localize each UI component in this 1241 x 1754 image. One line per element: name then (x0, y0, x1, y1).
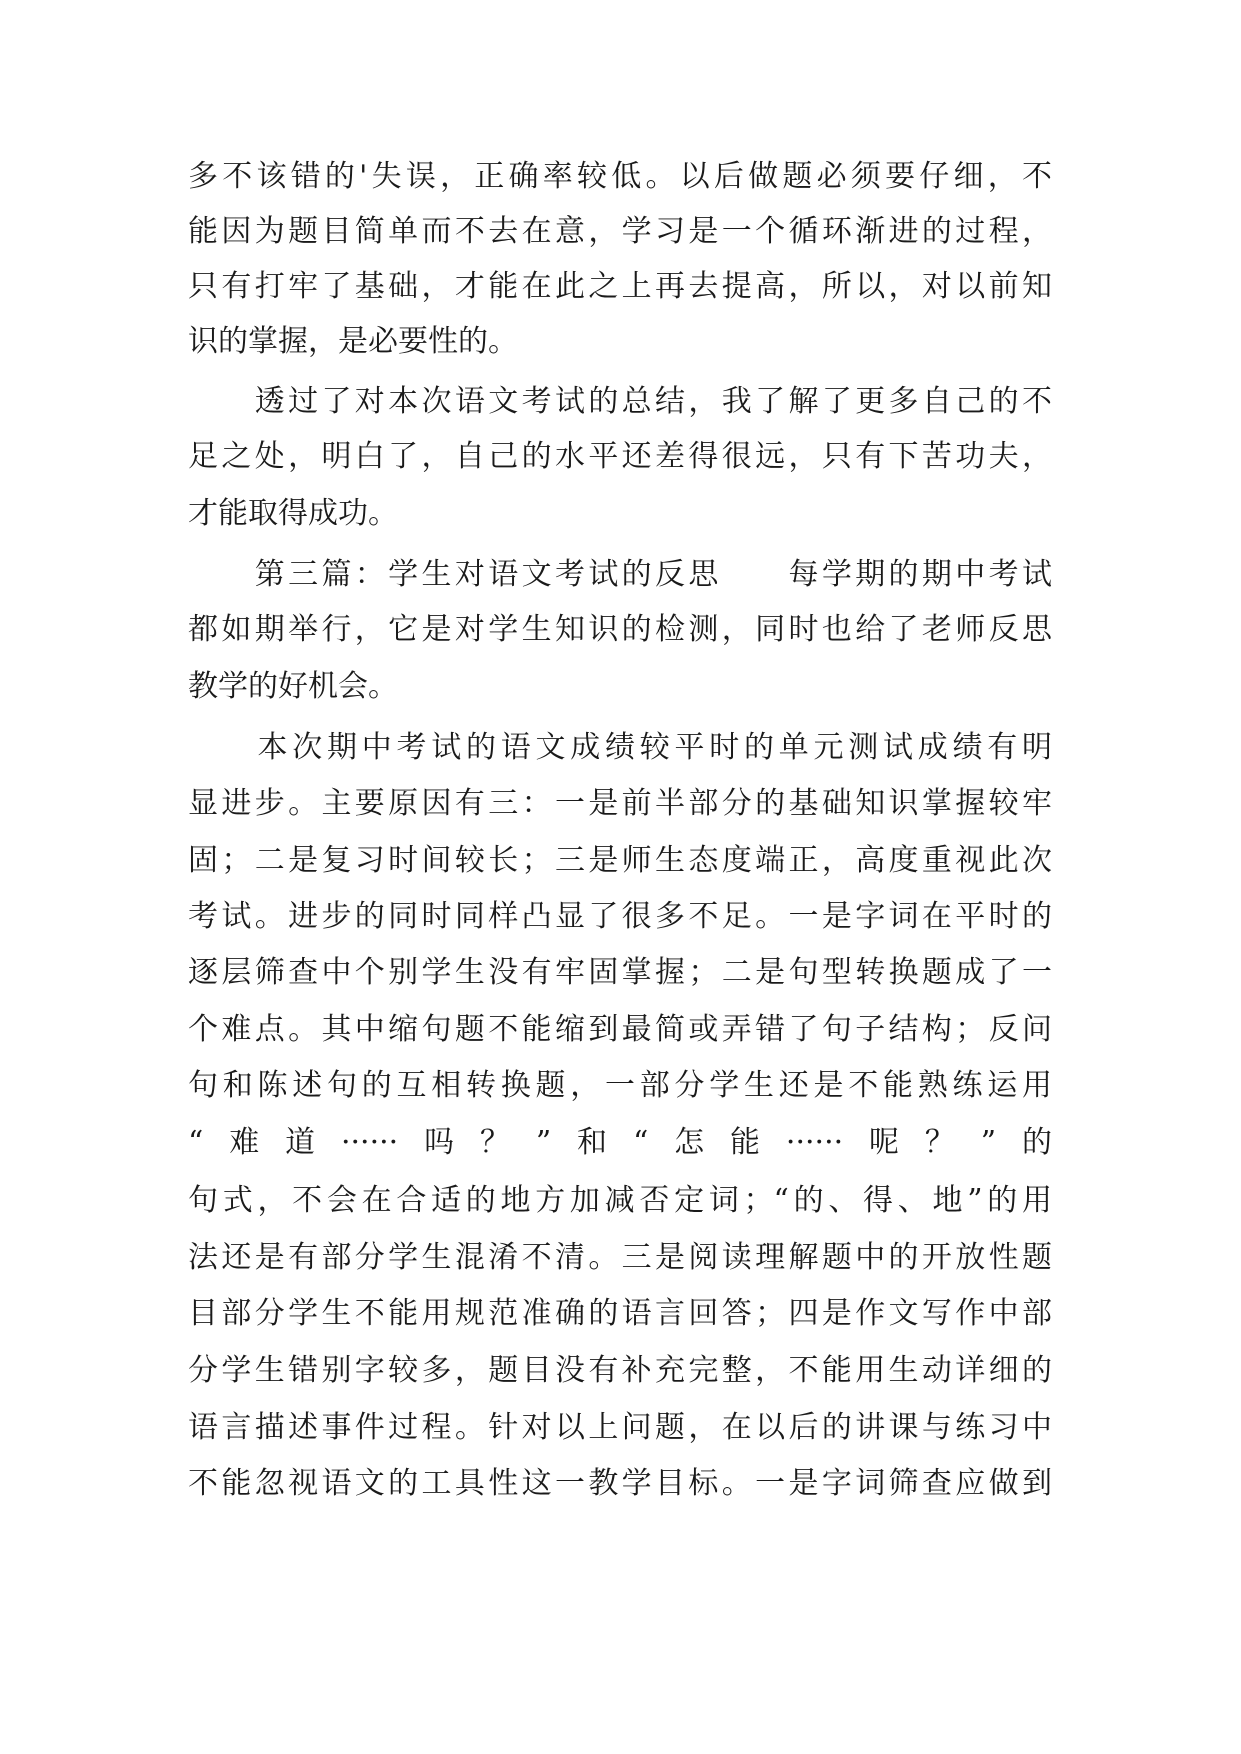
text-line: 目部分学生不能用规范准确的语言回答；四是作文写作中部 (188, 1296, 1052, 1331)
text-line: 语言描述事件过程。针对以上问题，在以后的讲课与练习中 (188, 1410, 1052, 1445)
text-line: 足之处，明白了，自己的水平还差得很远，只有下苦功夫， (188, 439, 1052, 474)
text-line: 固；二是复习时间较长；三是师生态度端正，高度重视此次 (188, 843, 1052, 878)
text-line: 才能取得成功。 (188, 496, 398, 531)
text-line: 教学的好机会。 (188, 669, 398, 704)
text-line: 不能忽视语文的工具性这一教学目标。一是字词筛查应做到 (188, 1466, 1052, 1501)
text-line: 考试。进步的同时同样凸显了很多不足。一是字词在平时的 (188, 899, 1052, 934)
text-line: 识的掌握，是必要性的。 (188, 324, 518, 359)
text-line: 能因为题目简单而不去在意，学习是一个循环渐进的过程， (188, 214, 1052, 249)
text-line: “难道······吗？”和“怎能······呢？”的 (188, 1125, 1052, 1160)
text-line: 句和陈述句的互相转换题，一部分学生还是不能熟练运用 (188, 1068, 1052, 1103)
text-line: 第三篇：学生对语文考试的反思 每学期的期中考试 (188, 557, 1052, 592)
text-line: 句式，不会在合适的地方加减否定词；“的、得、地”的用 (188, 1183, 1052, 1218)
text-line: 显进步。主要原因有三：一是前半部分的基础知识掌握较牢 (188, 786, 1052, 821)
text-line: 多不该错的'失误，正确率较低。以后做题必须要仔细，不 (188, 159, 1052, 194)
text-line: 只有打牢了基础，才能在此之上再去提高，所以，对以前知 (188, 269, 1052, 304)
text-line: 都如期举行，它是对学生知识的检测，同时也给了老师反思 (188, 612, 1052, 647)
text-line: 透过了对本次语文考试的总结，我了解了更多自己的不 (188, 384, 1052, 419)
text-line: 逐层筛查中个别学生没有牢固掌握；二是句型转换题成了一 (188, 955, 1052, 990)
text-line: 分学生错别字较多，题目没有补充完整，不能用生动详细的 (188, 1353, 1052, 1388)
text-line: 本次期中考试的语文成绩较平时的单元测试成绩有明 (188, 730, 1052, 765)
text-line: 个难点。其中缩句题不能缩到最简或弄错了句子结构；反问 (188, 1012, 1052, 1047)
text-line: 法还是有部分学生混淆不清。三是阅读理解题中的开放性题 (188, 1240, 1052, 1275)
